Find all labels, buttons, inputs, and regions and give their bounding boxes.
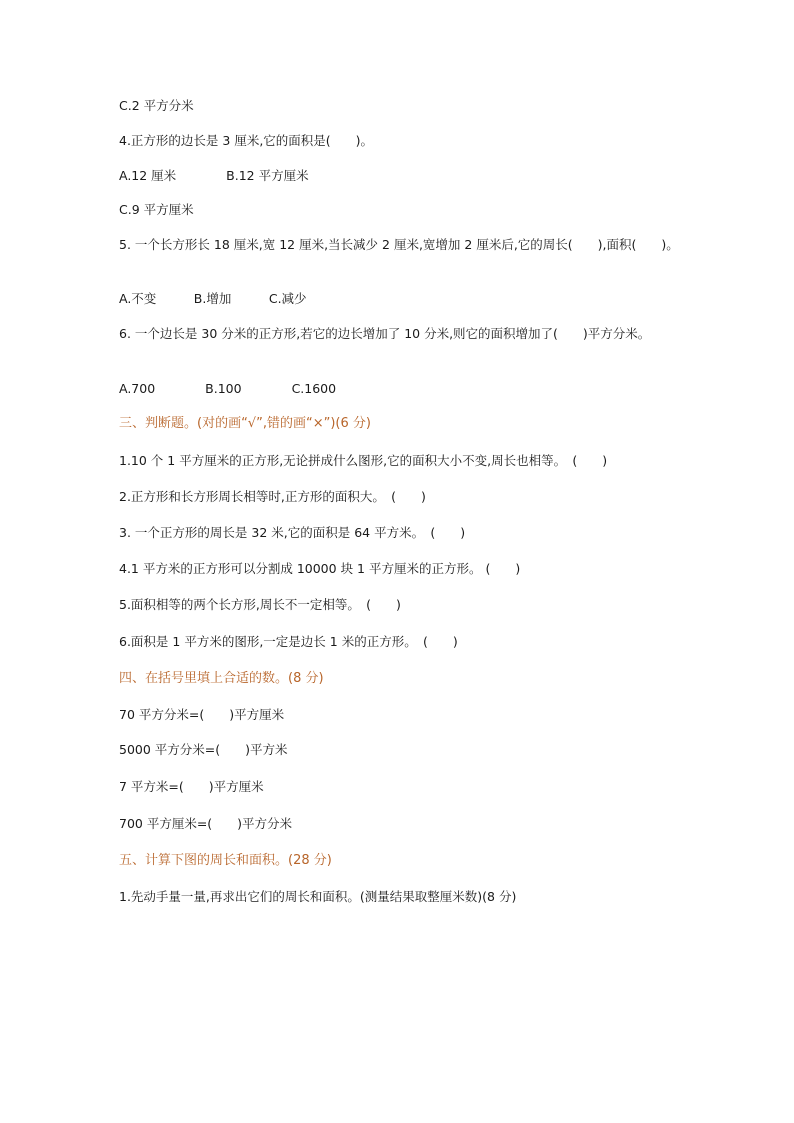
section4-item-4: 700 平方厘米=( )平方分米 — [119, 816, 293, 831]
q5-stem: 5. 一个长方形长 18 厘米,宽 12 厘米,当长减少 2 厘米,宽增加 2 厘米后,它的周长( ),面积( )。 — [119, 237, 679, 252]
section3-item-3: 3. 一个正方形的周长是 32 米,它的面积是 64 平方米。 ( ) — [119, 525, 466, 540]
section3-heading: 三、判断题。(对的画“√”,错的画“×”)(6 分) — [119, 416, 371, 431]
q3-option-c: C.2 平方分米 — [119, 98, 194, 113]
q5-options: A.不变 B.增加 C.减少 — [119, 291, 307, 306]
section4-item-3: 7 平方米=( )平方厘米 — [119, 779, 264, 794]
section4-item-2: 5000 平方分米=( )平方米 — [119, 742, 288, 757]
section3-item-1: 1.10 个 1 平方厘米的正方形,无论拼成什么图形,它的面积大小不变,周长也相等。 ( ) — [119, 453, 608, 468]
q4-options-ab: A.12 厘米 B.12 平方厘米 — [119, 168, 309, 183]
q6-options: A.700 B.100 C.1600 — [119, 381, 337, 396]
section4-item-1: 70 平方分米=( )平方厘米 — [119, 707, 285, 722]
q4-option-c: C.9 平方厘米 — [119, 202, 194, 217]
section3-item-2: 2.正方形和长方形周长相等时,正方形的面积大。 ( ) — [119, 489, 426, 504]
section3-item-4: 4.1 平方米的正方形可以分割成 10000 块 1 平方厘米的正方形。 ( ) — [119, 561, 521, 576]
section5-heading: 五、计算下图的周长和面积。(28 分) — [119, 853, 332, 868]
section3-item-6: 6.面积是 1 平方米的图形,一定是边长 1 米的正方形。 ( ) — [119, 634, 458, 649]
q6-stem: 6. 一个边长是 30 分米的正方形,若它的边长增加了 10 分米,则它的面积增加了( )平方分米。 — [119, 326, 651, 341]
section3-item-5: 5.面积相等的两个长方形,周长不一定相等。 ( ) — [119, 597, 401, 612]
section4-heading: 四、在括号里填上合适的数。(8 分) — [119, 671, 324, 686]
q4-stem: 4.正方形的边长是 3 厘米,它的面积是( )。 — [119, 133, 374, 148]
section5-q1: 1.先动手量一量,再求出它们的周长和面积。(测量结果取整厘米数)(8 分) — [119, 889, 517, 904]
